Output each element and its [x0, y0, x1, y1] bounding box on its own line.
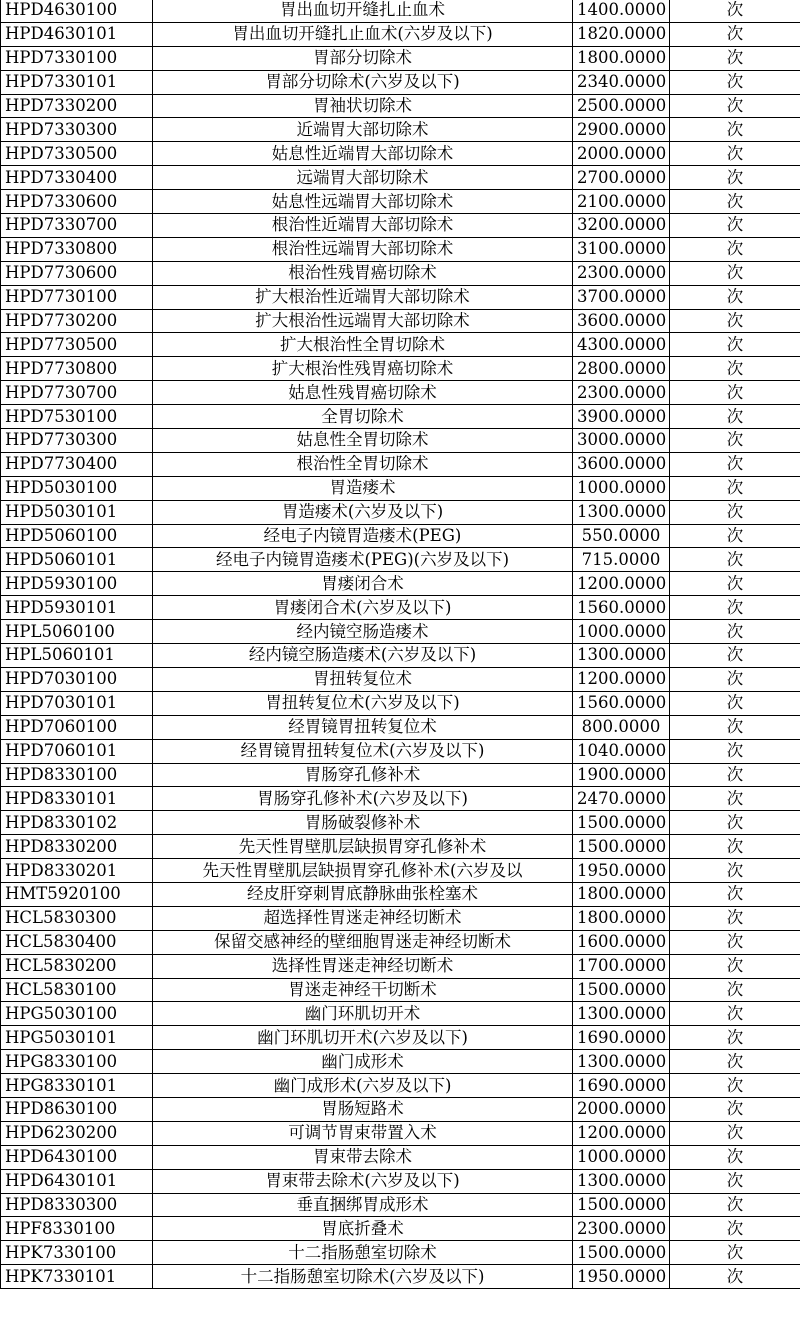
item-unit-cell: 次	[670, 835, 800, 859]
item-unit-cell: 次	[670, 1169, 800, 1193]
item-unit-cell: 次	[670, 859, 800, 883]
item-price-cell: 1300.0000	[573, 1050, 670, 1074]
item-price-cell: 1500.0000	[573, 1241, 670, 1265]
item-code-cell: HPD7330400	[1, 166, 153, 190]
item-unit-cell: 次	[670, 429, 800, 453]
table-row	[1, 46, 800, 70]
item-code-cell: HPD6430100	[1, 1145, 153, 1169]
item-name-cell: 保留交感神经的壁细胞胃迷走神经切断术	[153, 930, 573, 954]
item-unit-cell: 次	[670, 1265, 800, 1289]
item-unit-cell: 次	[670, 882, 800, 906]
table-row	[1, 644, 800, 668]
item-code-cell: HPD7330300	[1, 118, 153, 142]
item-code-cell: HPD7330500	[1, 142, 153, 166]
item-price-cell: 2300.0000	[573, 261, 670, 285]
item-unit-cell: 次	[670, 405, 800, 429]
item-name-cell: 胃造瘘术	[153, 476, 573, 500]
item-unit-cell: 次	[670, 596, 800, 620]
item-price-cell: 715.0000	[573, 548, 670, 572]
item-name-cell: 近端胃大部切除术	[153, 118, 573, 142]
item-name-cell: 幽门成形术(六岁及以下)	[153, 1074, 573, 1098]
item-price-cell: 1800.0000	[573, 46, 670, 70]
table-row	[1, 118, 800, 142]
item-price-cell: 1560.0000	[573, 691, 670, 715]
table-row	[1, 620, 800, 644]
item-name-cell: 胃部分切除术(六岁及以下)	[153, 70, 573, 94]
item-name-cell: 经电子内镜胃造瘘术(PEG)(六岁及以下)	[153, 548, 573, 572]
item-unit-cell: 次	[670, 667, 800, 691]
table-row	[1, 1050, 800, 1074]
item-name-cell: 姑息性全胃切除术	[153, 429, 573, 453]
item-name-cell: 幽门成形术	[153, 1050, 573, 1074]
item-unit-cell: 次	[670, 500, 800, 524]
item-code-cell: HCL5830200	[1, 954, 153, 978]
item-name-cell: 胃造瘘术(六岁及以下)	[153, 500, 573, 524]
item-name-cell: 胃出血切开缝扎止血术	[153, 0, 573, 22]
item-price-cell: 2470.0000	[573, 787, 670, 811]
item-price-cell: 1950.0000	[573, 859, 670, 883]
item-unit-cell: 次	[670, 381, 800, 405]
item-code-cell: HPD8330101	[1, 787, 153, 811]
item-price-cell: 2300.0000	[573, 1217, 670, 1241]
item-name-cell: 经胃镜胃扭转复位术	[153, 715, 573, 739]
item-name-cell: 扩大根治性远端胃大部切除术	[153, 309, 573, 333]
item-code-cell: HPD8330300	[1, 1193, 153, 1217]
table-row	[1, 237, 800, 261]
table-row	[1, 429, 800, 453]
item-price-cell: 1560.0000	[573, 596, 670, 620]
item-unit-cell: 次	[670, 548, 800, 572]
item-code-cell: HPD7730500	[1, 333, 153, 357]
item-unit-cell: 次	[670, 1074, 800, 1098]
item-name-cell: 胃肠穿孔修补术	[153, 763, 573, 787]
item-name-cell: 可调节胃束带置入术	[153, 1121, 573, 1145]
item-code-cell: HPD6430101	[1, 1169, 153, 1193]
item-name-cell: 幽门环肌切开术(六岁及以下)	[153, 1026, 573, 1050]
table-row	[1, 1026, 800, 1050]
item-code-cell: HCL5830400	[1, 930, 153, 954]
table-row	[1, 452, 800, 476]
item-price-cell: 1000.0000	[573, 476, 670, 500]
item-unit-cell: 次	[670, 309, 800, 333]
item-name-cell: 先天性胃壁肌层缺损胃穿孔修补术(六岁及以	[153, 859, 573, 883]
item-price-cell: 1200.0000	[573, 667, 670, 691]
table-row	[1, 1169, 800, 1193]
item-unit-cell: 次	[670, 906, 800, 930]
item-code-cell: HPD7730800	[1, 357, 153, 381]
item-price-cell: 1800.0000	[573, 906, 670, 930]
table-row	[1, 1121, 800, 1145]
item-code-cell: HPD7730600	[1, 261, 153, 285]
item-code-cell: HPD7060100	[1, 715, 153, 739]
table-row	[1, 476, 800, 500]
item-price-cell: 2500.0000	[573, 94, 670, 118]
item-name-cell: 胃部分切除术	[153, 46, 573, 70]
item-price-cell: 1300.0000	[573, 1002, 670, 1026]
item-code-cell: HPG8330101	[1, 1074, 153, 1098]
table-row	[1, 763, 800, 787]
item-price-cell: 2800.0000	[573, 357, 670, 381]
item-price-cell: 800.0000	[573, 715, 670, 739]
item-name-cell: 姑息性残胃癌切除术	[153, 381, 573, 405]
item-code-cell: HPG8330100	[1, 1050, 153, 1074]
item-code-cell: HPL5060100	[1, 620, 153, 644]
item-code-cell: HPD7330100	[1, 46, 153, 70]
item-unit-cell: 次	[670, 70, 800, 94]
item-name-cell: 胃肠破裂修补术	[153, 811, 573, 835]
item-price-cell: 1300.0000	[573, 644, 670, 668]
item-unit-cell: 次	[670, 930, 800, 954]
table-row	[1, 978, 800, 1002]
item-code-cell: HPD7330101	[1, 70, 153, 94]
item-name-cell: 经胃镜胃扭转复位术(六岁及以下)	[153, 739, 573, 763]
item-price-cell: 1700.0000	[573, 954, 670, 978]
item-price-cell: 3700.0000	[573, 285, 670, 309]
item-unit-cell: 次	[670, 1241, 800, 1265]
item-code-cell: HPD4630100	[1, 0, 153, 22]
item-code-cell: HPG5030101	[1, 1026, 153, 1050]
item-unit-cell: 次	[670, 285, 800, 309]
item-name-cell: 经内镜空肠造瘘术	[153, 620, 573, 644]
item-price-cell: 4300.0000	[573, 333, 670, 357]
item-unit-cell: 次	[670, 787, 800, 811]
item-code-cell: HPK7330101	[1, 1265, 153, 1289]
table-row	[1, 596, 800, 620]
item-name-cell: 胃束带去除术(六岁及以下)	[153, 1169, 573, 1193]
item-name-cell: 先天性胃壁肌层缺损胃穿孔修补术	[153, 835, 573, 859]
item-name-cell: 垂直捆绑胃成形术	[153, 1193, 573, 1217]
item-price-cell: 1300.0000	[573, 500, 670, 524]
item-unit-cell: 次	[670, 691, 800, 715]
item-code-cell: HPD7330800	[1, 237, 153, 261]
item-code-cell: HPD7060101	[1, 739, 153, 763]
item-unit-cell: 次	[670, 978, 800, 1002]
item-code-cell: HPD7730300	[1, 429, 153, 453]
item-price-cell: 2700.0000	[573, 166, 670, 190]
item-code-cell: HPL5060101	[1, 644, 153, 668]
item-unit-cell: 次	[670, 763, 800, 787]
item-unit-cell: 次	[670, 94, 800, 118]
item-price-cell: 1690.0000	[573, 1074, 670, 1098]
table-row	[1, 691, 800, 715]
item-unit-cell: 次	[670, 452, 800, 476]
item-unit-cell: 次	[670, 1217, 800, 1241]
table-row	[1, 261, 800, 285]
table-row	[1, 190, 800, 214]
item-unit-cell: 次	[670, 811, 800, 835]
item-code-cell: HPD7330700	[1, 214, 153, 238]
table-row	[1, 70, 800, 94]
item-price-cell: 3600.0000	[573, 452, 670, 476]
table-row	[1, 333, 800, 357]
table-row	[1, 1265, 800, 1289]
item-unit-cell: 次	[670, 214, 800, 238]
item-price-cell: 1040.0000	[573, 739, 670, 763]
item-price-cell: 1690.0000	[573, 1026, 670, 1050]
item-name-cell: 姑息性远端胃大部切除术	[153, 190, 573, 214]
table-row	[1, 548, 800, 572]
item-name-cell: 十二指肠憩室切除术	[153, 1241, 573, 1265]
table-row	[1, 1217, 800, 1241]
item-name-cell: 胃底折叠术	[153, 1217, 573, 1241]
table-row	[1, 906, 800, 930]
item-name-cell: 胃出血切开缝扎止血术(六岁及以下)	[153, 22, 573, 46]
item-name-cell: 幽门环肌切开术	[153, 1002, 573, 1026]
item-price-cell: 2340.0000	[573, 70, 670, 94]
table-row	[1, 309, 800, 333]
item-unit-cell: 次	[670, 1145, 800, 1169]
item-unit-cell: 次	[670, 954, 800, 978]
item-name-cell: 胃扭转复位术(六岁及以下)	[153, 691, 573, 715]
item-code-cell: HPD7730100	[1, 285, 153, 309]
item-unit-cell: 次	[670, 620, 800, 644]
item-unit-cell: 次	[670, 524, 800, 548]
item-unit-cell: 次	[670, 118, 800, 142]
table-row	[1, 954, 800, 978]
item-unit-cell: 次	[670, 739, 800, 763]
item-code-cell: HPG5030100	[1, 1002, 153, 1026]
item-price-cell: 1000.0000	[573, 620, 670, 644]
item-unit-cell: 次	[670, 715, 800, 739]
item-price-cell: 1900.0000	[573, 763, 670, 787]
item-price-cell: 1500.0000	[573, 1193, 670, 1217]
table-row	[1, 500, 800, 524]
item-price-cell: 2300.0000	[573, 381, 670, 405]
item-unit-cell: 次	[670, 1097, 800, 1121]
table-row	[1, 1241, 800, 1265]
item-price-cell: 1800.0000	[573, 882, 670, 906]
item-name-cell: 胃袖状切除术	[153, 94, 573, 118]
table-row	[1, 94, 800, 118]
item-name-cell: 根治性近端胃大部切除术	[153, 214, 573, 238]
item-code-cell: HCL5830100	[1, 978, 153, 1002]
item-price-cell: 1300.0000	[573, 1169, 670, 1193]
table-row	[1, 285, 800, 309]
item-name-cell: 胃扭转复位术	[153, 667, 573, 691]
item-price-cell: 3000.0000	[573, 429, 670, 453]
item-name-cell: 扩大根治性近端胃大部切除术	[153, 285, 573, 309]
table-row	[1, 0, 800, 22]
item-name-cell: 胃肠穿孔修补术(六岁及以下)	[153, 787, 573, 811]
item-name-cell: 根治性远端胃大部切除术	[153, 237, 573, 261]
table-row	[1, 357, 800, 381]
item-unit-cell: 次	[670, 1026, 800, 1050]
item-name-cell: 根治性残胃癌切除术	[153, 261, 573, 285]
table-row	[1, 715, 800, 739]
item-name-cell: 扩大根治性全胃切除术	[153, 333, 573, 357]
table-row	[1, 739, 800, 763]
item-price-cell: 1400.0000	[573, 0, 670, 22]
item-name-cell: 胃瘘闭合术(六岁及以下)	[153, 596, 573, 620]
item-unit-cell: 次	[670, 333, 800, 357]
table-body	[1, 0, 800, 1289]
item-unit-cell: 次	[670, 166, 800, 190]
item-unit-cell: 次	[670, 190, 800, 214]
item-code-cell: HPD7330200	[1, 94, 153, 118]
item-unit-cell: 次	[670, 46, 800, 70]
item-name-cell: 选择性胃迷走神经切断术	[153, 954, 573, 978]
item-code-cell: HPD8330201	[1, 859, 153, 883]
item-name-cell: 远端胃大部切除术	[153, 166, 573, 190]
table-row	[1, 667, 800, 691]
table-row	[1, 572, 800, 596]
item-code-cell: HPD4630101	[1, 22, 153, 46]
table-row	[1, 1002, 800, 1026]
table-row	[1, 835, 800, 859]
table-row	[1, 859, 800, 883]
item-code-cell: HPD5030101	[1, 500, 153, 524]
item-code-cell: HPD8330102	[1, 811, 153, 835]
table-row	[1, 882, 800, 906]
item-unit-cell: 次	[670, 1050, 800, 1074]
item-price-cell: 1200.0000	[573, 1121, 670, 1145]
item-name-cell: 经内镜空肠造瘘术(六岁及以下)	[153, 644, 573, 668]
item-code-cell: HMT5920100	[1, 882, 153, 906]
table-row	[1, 142, 800, 166]
item-name-cell: 超选择性胃迷走神经切断术	[153, 906, 573, 930]
item-name-cell: 胃瘘闭合术	[153, 572, 573, 596]
table-row	[1, 1097, 800, 1121]
item-name-cell: 扩大根治性残胃癌切除术	[153, 357, 573, 381]
item-price-cell: 3900.0000	[573, 405, 670, 429]
item-name-cell: 胃束带去除术	[153, 1145, 573, 1169]
item-code-cell: HPD5060101	[1, 548, 153, 572]
item-name-cell: 经皮肝穿刺胃底静脉曲张栓塞术	[153, 882, 573, 906]
item-price-cell: 3600.0000	[573, 309, 670, 333]
table-row	[1, 811, 800, 835]
item-unit-cell: 次	[670, 22, 800, 46]
item-name-cell: 经电子内镜胃造瘘术(PEG)	[153, 524, 573, 548]
item-name-cell: 全胃切除术	[153, 405, 573, 429]
item-code-cell: HPD7730200	[1, 309, 153, 333]
item-unit-cell: 次	[670, 476, 800, 500]
item-code-cell: HPD8630100	[1, 1097, 153, 1121]
table-row	[1, 381, 800, 405]
item-price-cell: 3100.0000	[573, 237, 670, 261]
table-row	[1, 1193, 800, 1217]
item-price-cell: 1500.0000	[573, 978, 670, 1002]
table-row	[1, 22, 800, 46]
item-code-cell: HPD5930100	[1, 572, 153, 596]
item-price-cell: 1500.0000	[573, 835, 670, 859]
table-row	[1, 1145, 800, 1169]
table-row	[1, 1074, 800, 1098]
item-unit-cell: 次	[670, 1002, 800, 1026]
item-name-cell: 十二指肠憩室切除术(六岁及以下)	[153, 1265, 573, 1289]
item-code-cell: HPD7330600	[1, 190, 153, 214]
item-code-cell: HPD7730700	[1, 381, 153, 405]
item-name-cell: 根治性全胃切除术	[153, 452, 573, 476]
item-code-cell: HPD8330200	[1, 835, 153, 859]
item-unit-cell: 次	[670, 1193, 800, 1217]
item-price-cell: 3200.0000	[573, 214, 670, 238]
item-code-cell: HPD7030100	[1, 667, 153, 691]
item-code-cell: HPD6230200	[1, 1121, 153, 1145]
item-unit-cell: 次	[670, 644, 800, 668]
table-row	[1, 524, 800, 548]
item-price-cell: 2000.0000	[573, 142, 670, 166]
item-price-cell: 1600.0000	[573, 930, 670, 954]
item-price-cell: 2900.0000	[573, 118, 670, 142]
item-code-cell: HPD7530100	[1, 405, 153, 429]
item-price-cell: 1000.0000	[573, 1145, 670, 1169]
item-unit-cell: 次	[670, 0, 800, 22]
item-unit-cell: 次	[670, 237, 800, 261]
item-price-cell: 550.0000	[573, 524, 670, 548]
item-unit-cell: 次	[670, 572, 800, 596]
item-price-cell: 1500.0000	[573, 811, 670, 835]
item-code-cell: HPD5030100	[1, 476, 153, 500]
table-row	[1, 166, 800, 190]
item-price-cell: 1200.0000	[573, 572, 670, 596]
item-price-cell: 1820.0000	[573, 22, 670, 46]
item-code-cell: HCL5830300	[1, 906, 153, 930]
item-price-cell: 2100.0000	[573, 190, 670, 214]
table-row	[1, 405, 800, 429]
table-row	[1, 214, 800, 238]
item-name-cell: 胃迷走神经干切断术	[153, 978, 573, 1002]
item-name-cell: 姑息性近端胃大部切除术	[153, 142, 573, 166]
item-price-cell: 2000.0000	[573, 1097, 670, 1121]
item-unit-cell: 次	[670, 357, 800, 381]
item-unit-cell: 次	[670, 1121, 800, 1145]
table-row	[1, 930, 800, 954]
table-row	[1, 787, 800, 811]
item-name-cell: 胃肠短路术	[153, 1097, 573, 1121]
item-price-cell: 1950.0000	[573, 1265, 670, 1289]
item-code-cell: HPD5060100	[1, 524, 153, 548]
item-code-cell: HPK7330100	[1, 1241, 153, 1265]
item-unit-cell: 次	[670, 142, 800, 166]
item-code-cell: HPD8330100	[1, 763, 153, 787]
item-code-cell: HPD7730400	[1, 452, 153, 476]
item-code-cell: HPD7030101	[1, 691, 153, 715]
item-code-cell: HPD5930101	[1, 596, 153, 620]
item-code-cell: HPF8330100	[1, 1217, 153, 1241]
item-unit-cell: 次	[670, 261, 800, 285]
